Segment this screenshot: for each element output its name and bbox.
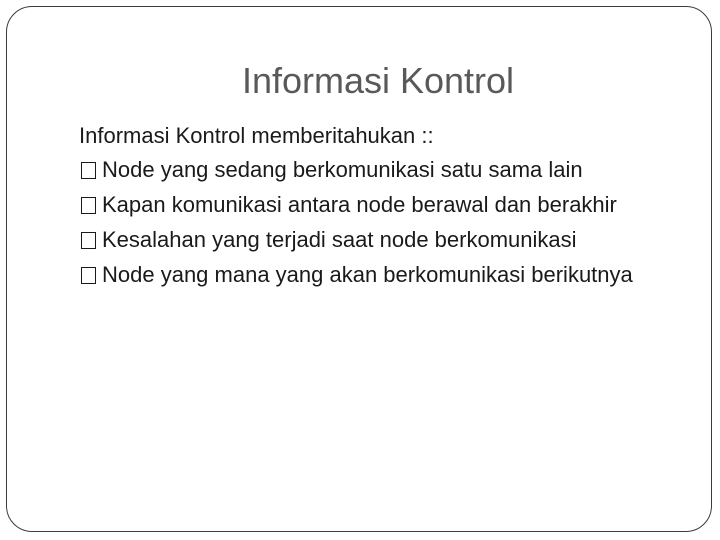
- bullet-text: Node yang sedang berkomunikasi satu sama lain: [102, 157, 583, 182]
- missing-glyph-box-icon: [81, 267, 96, 284]
- bullet-text: Node yang mana yang akan berkomunikasi berikutnya: [102, 262, 633, 287]
- bullet-text: Kesalahan yang terjadi saat node berkomunikasi: [102, 227, 577, 252]
- intro-text: Informasi Kontrol memberitahukan ::: [79, 123, 434, 148]
- list-item: [80, 191, 690, 219]
- bullet-list: [80, 156, 690, 296]
- slide-title: Informasi Kontrol: [241, 60, 515, 101]
- missing-glyph-box-icon: [81, 197, 96, 214]
- missing-glyph-box-icon: [81, 232, 96, 249]
- missing-glyph-box-icon: [81, 162, 96, 179]
- list-item: [80, 156, 690, 184]
- list-item: [80, 226, 690, 254]
- list-item: [80, 261, 690, 289]
- bullet-text: Kapan komunikasi antara node berawal dan berakhir: [102, 192, 617, 217]
